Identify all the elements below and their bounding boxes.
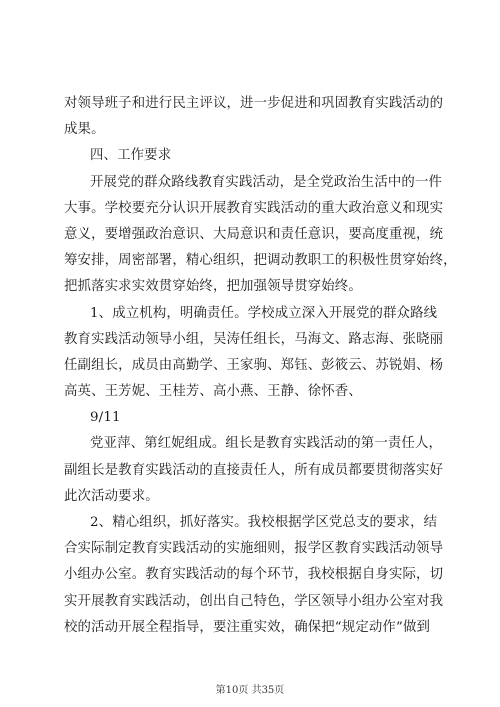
text-line: 大事。学校要充分认识开展教育实践活动的重大政治意义和现实 (64, 200, 444, 216)
text-line: 把抓落实求实效贯穿始终，把加强领导贯穿始终。 (64, 279, 362, 295)
text-line: 小组办公室。教育实践活动的每个环节，我校根据自身实际，切 (64, 567, 444, 583)
page-footer: 第10页 共35页 (215, 685, 285, 696)
text-line: 教育实践活动领导小组，吴涛任组长，马海文、路志海、张晓丽 (64, 331, 444, 347)
text-line: 9/11 (90, 410, 121, 426)
text-line: 校的活动开展全程指导，要注重实效，确保把“规定动作”做到 (64, 619, 431, 635)
text-line: 实开展教育实践活动，创出自己特色，学区领导小组办公室对我 (64, 593, 444, 609)
text-line: 党亚萍、第红妮组成。组长是教育实践活动的第一责任人， (90, 436, 443, 452)
text-line: 此次活动要求。 (64, 488, 159, 504)
text-line: 四、工作要求 (90, 148, 172, 164)
text-line: 意义，要增强政治意识、大局意识和责任意识，要高度重视，统 (64, 226, 444, 242)
text-line: 成果。 (64, 122, 105, 138)
text-line: 高英、王芳妮、王桂芳、高小燕、王静、徐怀香、 (64, 384, 362, 400)
text-line: 开展党的群众路线教育实践活动，是全党政治生活中的一件 (90, 174, 443, 190)
body-text (64, 91, 457, 641)
text-line: 任副组长，成员由高勤学、王家驹、郑钰、彭筱云、苏锐娟、杨 (64, 357, 444, 373)
text-line: 副组长是教育实践活动的直接责任人，所有成员都要贯彻落实好 (64, 462, 444, 478)
text-line: 合实际制定教育实践活动的实施细则，报学区教育实践活动领导 (64, 541, 444, 557)
text-line: 对领导班子和进行民主评议，进一步促进和巩固教育实践活动的 (64, 96, 444, 111)
text-line: 1、成立机构，明确责任。学校成立深入开展党的群众路线 (90, 305, 438, 321)
text-line: 2、精心组织，抓好落实。我校根据学区党总支的要求，结 (90, 515, 438, 530)
text-line: 筹安排，周密部署，精心组织，把调动教职工的积极性贯穿始终， (64, 253, 457, 269)
